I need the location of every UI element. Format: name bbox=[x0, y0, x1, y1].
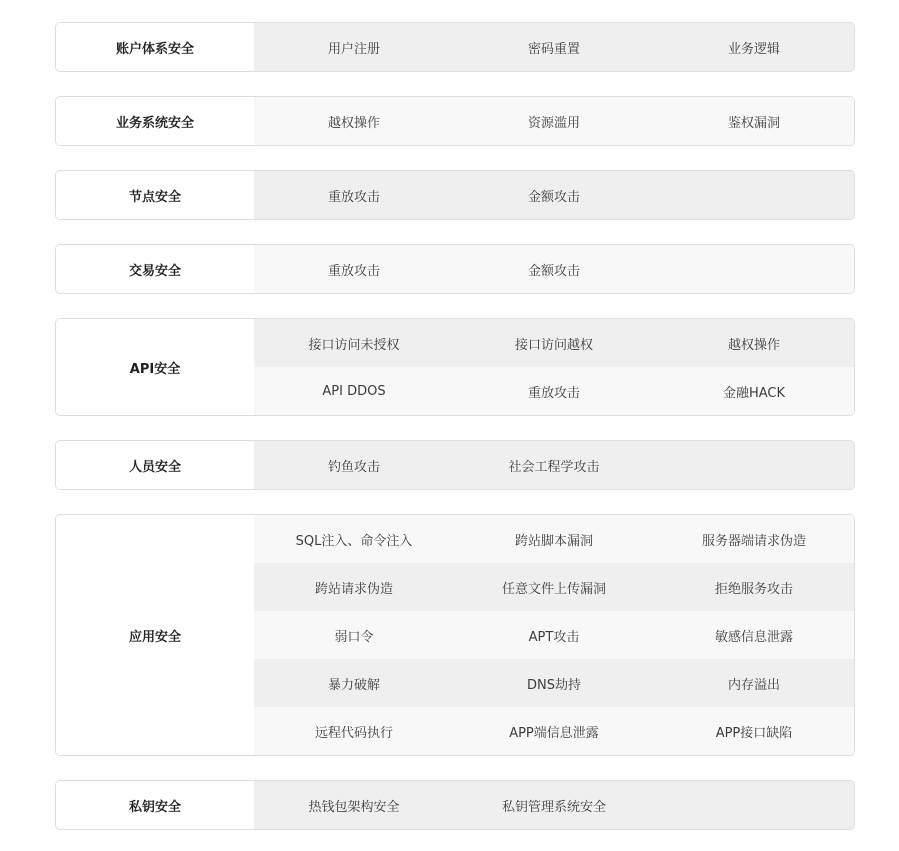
item: 敏感信息泄露 bbox=[714, 629, 793, 645]
item: 业务逻辑 bbox=[727, 41, 780, 57]
item: 用户注册 bbox=[327, 41, 380, 57]
section-title: API安全 bbox=[56, 319, 254, 415]
item: 金融HACK bbox=[722, 385, 786, 401]
section-transaction-security bbox=[55, 244, 855, 294]
item: 越权操作 bbox=[727, 337, 780, 353]
table-row bbox=[254, 171, 854, 219]
table-row bbox=[254, 563, 854, 611]
table-row bbox=[254, 97, 854, 145]
table-row bbox=[254, 707, 854, 755]
table-row bbox=[254, 659, 854, 707]
table-row bbox=[254, 611, 854, 659]
item: 鉴权漏洞 bbox=[727, 115, 780, 131]
table-row bbox=[254, 245, 854, 293]
section-node-security bbox=[55, 170, 855, 220]
item: 密码重置 bbox=[527, 41, 580, 57]
item: DNS劫持 bbox=[527, 677, 581, 693]
section-title: 人员安全 bbox=[56, 441, 254, 489]
item: 重放攻击 bbox=[327, 263, 380, 279]
section-title: 交易安全 bbox=[56, 245, 254, 293]
section-account-security bbox=[55, 22, 855, 72]
item: 远程代码执行 bbox=[314, 725, 393, 741]
item: 弱口令 bbox=[334, 629, 374, 645]
table-row bbox=[254, 515, 854, 563]
section-title: 业务系统安全 bbox=[56, 97, 254, 145]
item: 接口访问未授权 bbox=[308, 337, 400, 353]
item: 接口访问越权 bbox=[514, 337, 593, 353]
item: APP接口缺陷 bbox=[715, 725, 793, 741]
item: APP端信息泄露 bbox=[509, 725, 599, 741]
item: 重放攻击 bbox=[327, 189, 380, 205]
item: 重放攻击 bbox=[527, 385, 580, 401]
item: 金额攻击 bbox=[527, 263, 580, 279]
item: 社会工程学攻击 bbox=[508, 459, 600, 475]
section-private-key-security bbox=[55, 780, 855, 830]
item: 内存溢出 bbox=[727, 677, 780, 693]
section-api-security bbox=[55, 318, 855, 416]
section-business-system-security bbox=[55, 96, 855, 146]
item: 热钱包架构安全 bbox=[308, 799, 400, 815]
item: 钓鱼攻击 bbox=[327, 459, 380, 475]
item: 跨站请求伪造 bbox=[314, 581, 393, 597]
item: 资源滥用 bbox=[527, 115, 580, 131]
section-title: 账户体系安全 bbox=[56, 23, 254, 71]
item: 私钥管理系统安全 bbox=[501, 799, 606, 815]
item: 越权操作 bbox=[327, 115, 380, 131]
item: API DDOS bbox=[322, 383, 386, 399]
table-row bbox=[254, 367, 854, 415]
table-row bbox=[254, 319, 854, 367]
item: 拒绝服务攻击 bbox=[714, 581, 793, 597]
section-application-security bbox=[55, 514, 855, 756]
table-row bbox=[254, 441, 854, 489]
item: 跨站脚本漏洞 bbox=[514, 533, 593, 549]
section-personnel-security bbox=[55, 440, 855, 490]
table-row bbox=[254, 23, 854, 71]
item: 任意文件上传漏洞 bbox=[501, 581, 606, 597]
item: 服务器端请求伪造 bbox=[701, 533, 806, 549]
section-title: 私钥安全 bbox=[56, 781, 254, 829]
item: APT攻击 bbox=[528, 629, 580, 645]
table-row bbox=[254, 781, 854, 829]
item: 金额攻击 bbox=[527, 189, 580, 205]
item: SQL注入、命令注入 bbox=[295, 533, 413, 549]
section-title: 节点安全 bbox=[56, 171, 254, 219]
section-title: 应用安全 bbox=[56, 515, 254, 755]
item: 暴力破解 bbox=[327, 677, 380, 693]
